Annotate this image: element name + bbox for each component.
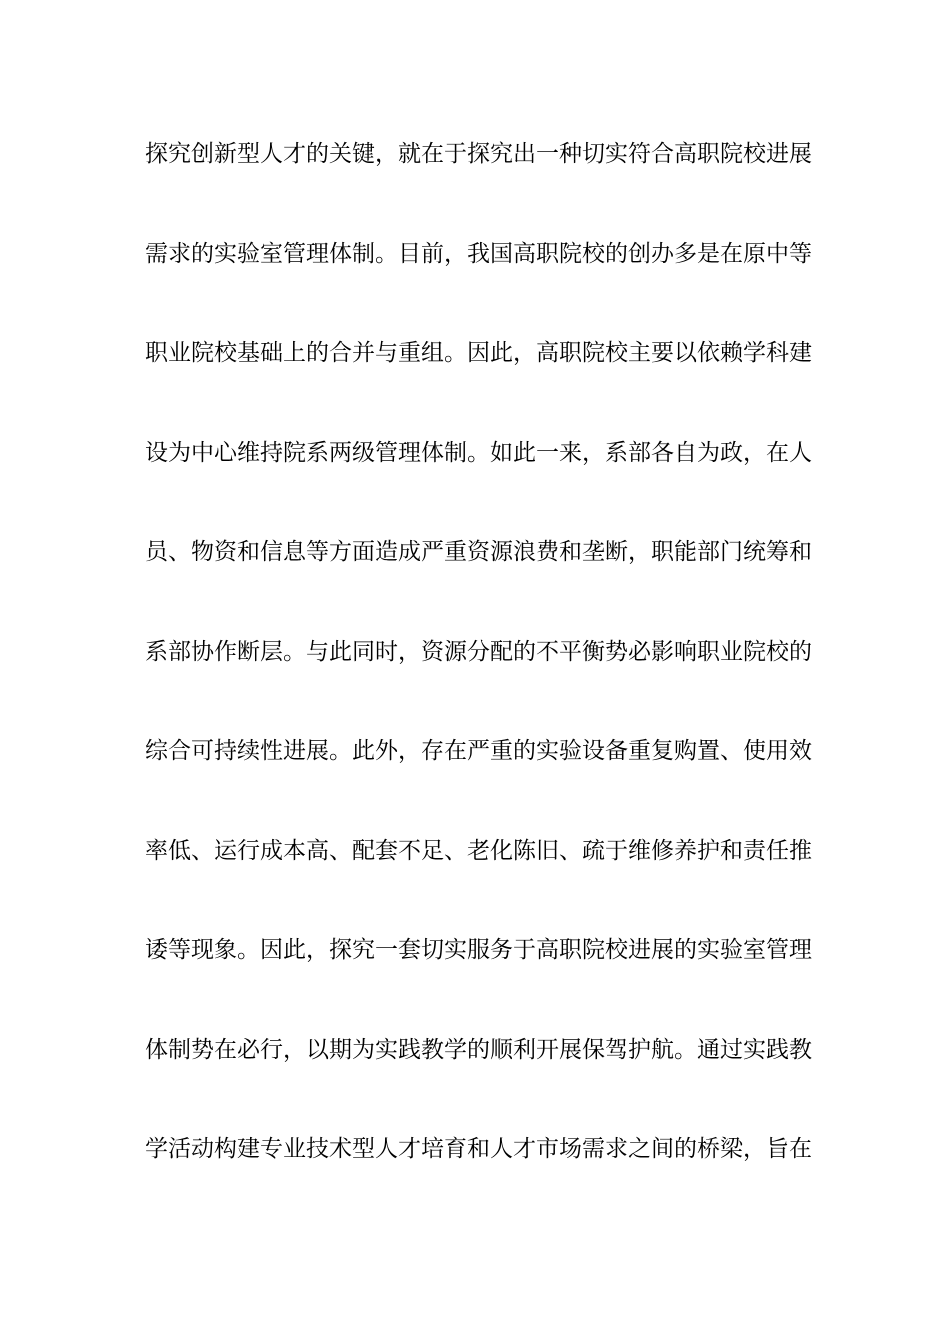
text-line-6: 系部协作断层。与此同时，资源分配的不平衡势必影响职业院校的 <box>145 638 812 665</box>
text-line-5: 员、物资和信息等方面造成严重资源浪费和垄断，职能部门统筹和 <box>145 539 812 565</box>
body-paragraph <box>145 130 810 1225</box>
text-line-9: 诿等现象。因此，探究一套切实服务于高职院校进展的实验室管理 <box>145 937 812 963</box>
text-line-7: 综合可持续性进展。此外，存在严重的实验设备重复购置、使用效 <box>145 738 812 764</box>
text-line-8: 率低、运行成本高、配套不足、老化陈旧、疏于维修养护和责任推 <box>145 837 812 864</box>
text-line-10: 体制势在必行，以期为实践教学的顺利开展保驾护航。通过实践教 <box>145 1036 812 1063</box>
text-line-2: 需求的实验室管理体制。目前，我国高职院校的创办多是在原中等 <box>145 240 812 267</box>
text-line-3: 职业院校基础上的合并与重组。因此，高职院校主要以依赖学科建 <box>145 340 812 366</box>
text-line-1: 探究创新型人才的关键，就在于探究出一种切实符合高职院校进展 <box>145 141 812 167</box>
text-line-4: 设为中心维持院系两级管理体制。如此一来，系部各自为政，在人 <box>145 439 812 466</box>
text-line-11: 学活动构建专业技术型人才培育和人才市场需求之间的桥梁，旨在 <box>145 1136 812 1162</box>
